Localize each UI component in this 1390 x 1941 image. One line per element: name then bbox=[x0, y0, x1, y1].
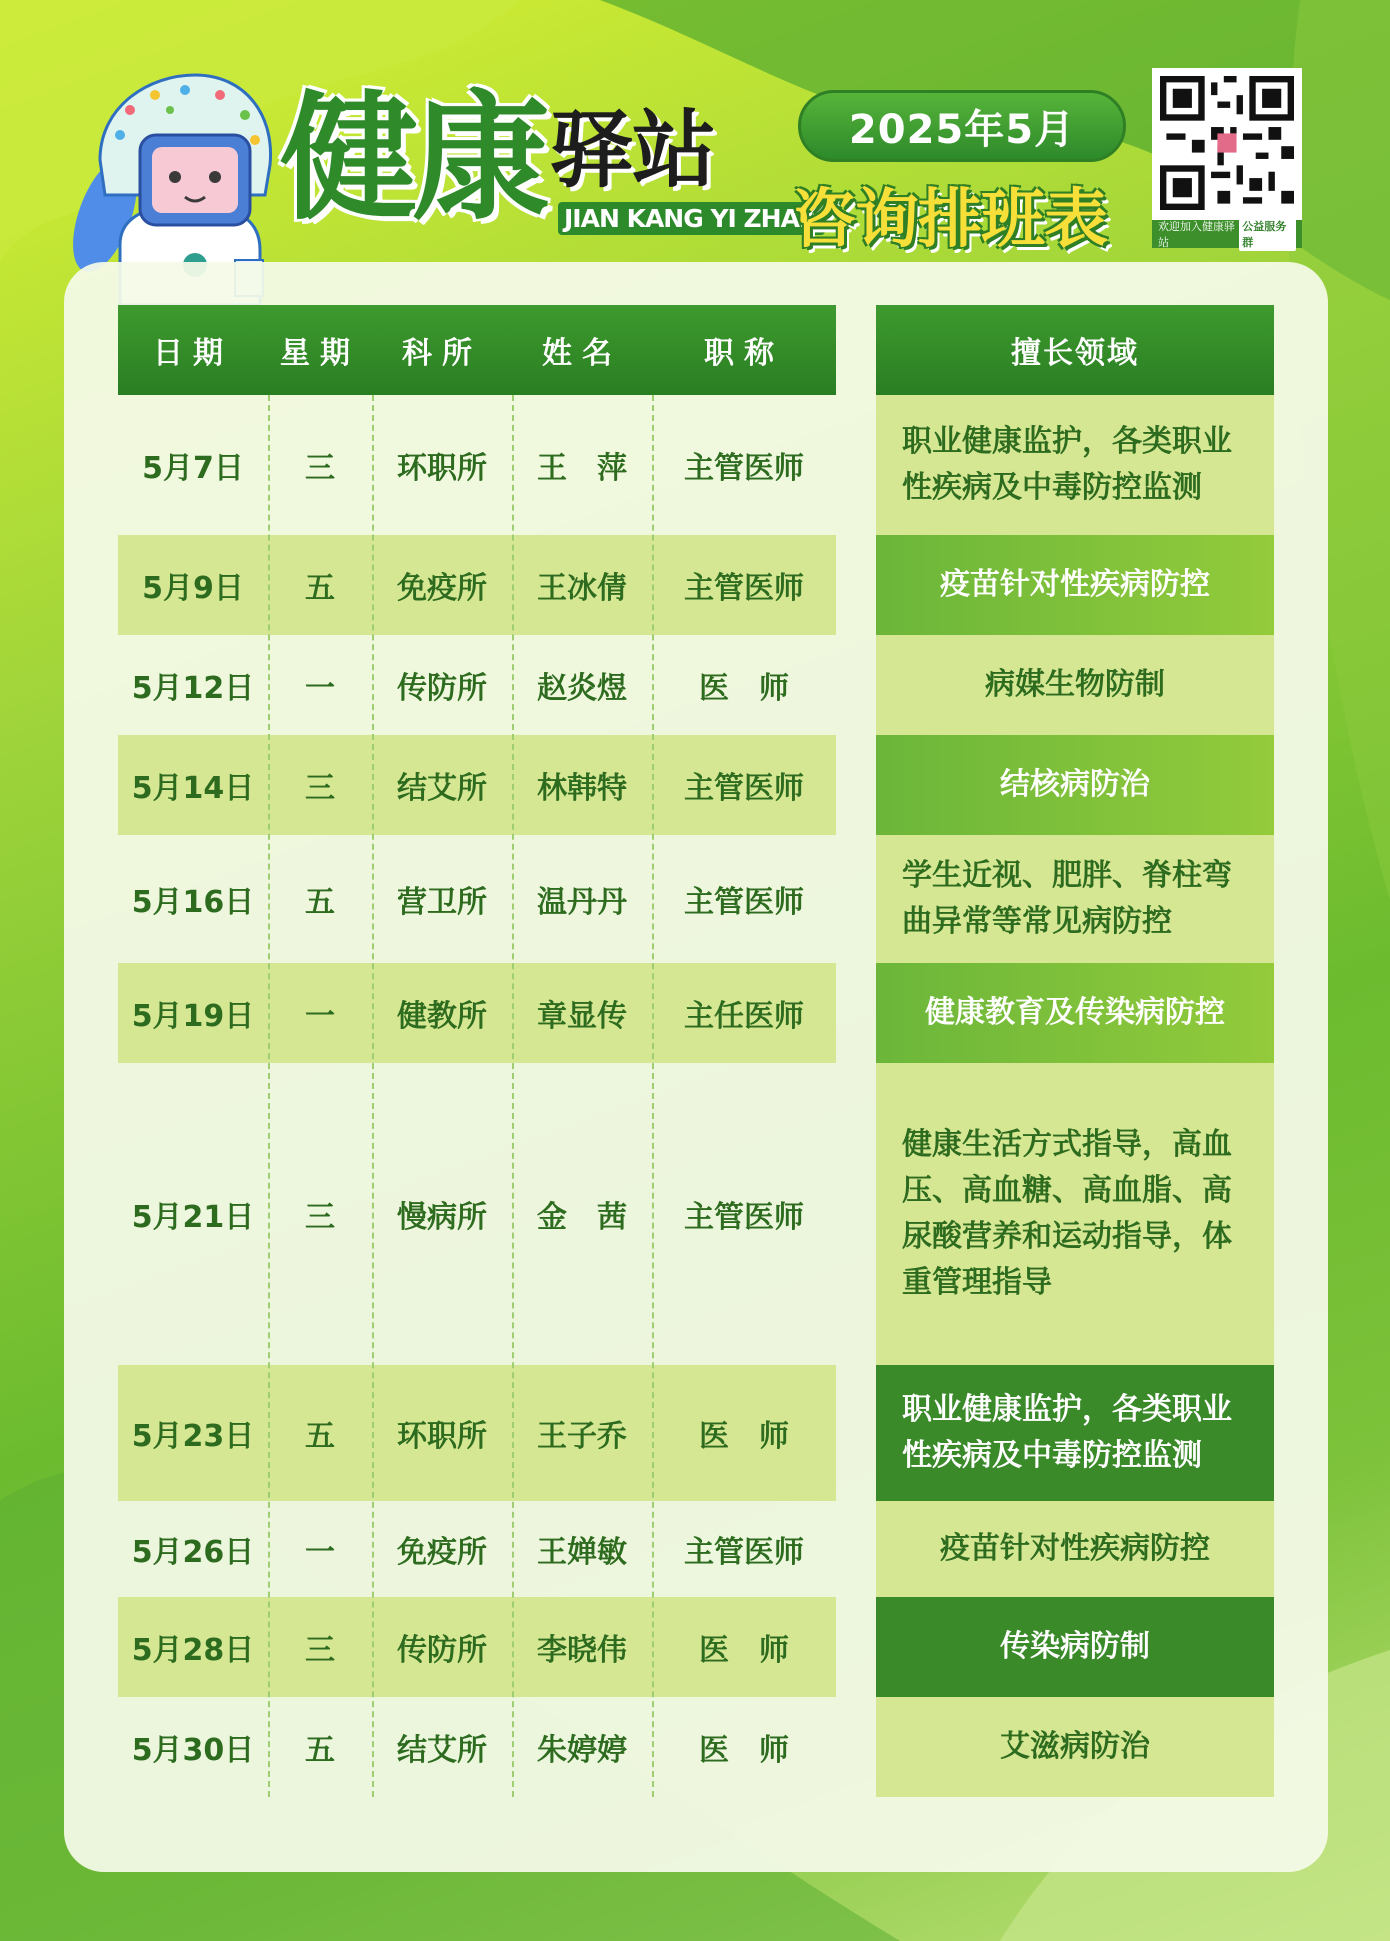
qr-caption-text: 欢迎加入健康驿站 bbox=[1158, 220, 1235, 249]
cell-title: 主管医师 bbox=[684, 1535, 804, 1570]
cell-name: 温丹丹 bbox=[537, 885, 627, 920]
cell-weekday: 一 bbox=[305, 1535, 335, 1570]
cell-weekday: 三 bbox=[305, 1200, 335, 1235]
cell-date: 5月21日 bbox=[131, 1200, 255, 1235]
expertise-cell: 疫苗针对性疾病防控 bbox=[876, 1501, 1274, 1597]
expertise-cell: 艾滋病防治 bbox=[876, 1697, 1274, 1797]
expertise-cell: 疫苗针对性疾病防控 bbox=[876, 535, 1274, 635]
header-dept: 科所 bbox=[402, 336, 482, 371]
cell-dept: 慢病所 bbox=[397, 1200, 487, 1235]
expertise-column bbox=[876, 305, 1274, 1797]
table-row bbox=[118, 535, 836, 635]
cell-weekday: 一 bbox=[305, 999, 335, 1034]
cell-date: 5月26日 bbox=[131, 1535, 255, 1570]
cell-date: 5月14日 bbox=[131, 771, 255, 806]
cell-dept: 传防所 bbox=[397, 671, 487, 706]
column-divider bbox=[512, 395, 514, 1797]
cell-title: 医 师 bbox=[699, 1419, 789, 1454]
column-divider bbox=[268, 395, 270, 1797]
cell-date: 5月30日 bbox=[131, 1733, 255, 1768]
qr-caption bbox=[1152, 220, 1302, 248]
cell-name: 金 茜 bbox=[537, 1200, 627, 1235]
qr-code-icon bbox=[1160, 76, 1294, 210]
cell-dept: 免疫所 bbox=[397, 1535, 487, 1570]
header-title: 职称 bbox=[704, 336, 784, 371]
date-badge: 2025年5月 bbox=[798, 90, 1126, 162]
expertise-cell: 结核病防治 bbox=[876, 735, 1274, 835]
cell-date: 5月28日 bbox=[131, 1633, 255, 1668]
title-main: 健康 bbox=[280, 78, 545, 239]
cell-dept: 结艾所 bbox=[397, 771, 487, 806]
expertise-cell: 学生近视、肥胖、脊柱弯曲异常等常见病防控 bbox=[876, 835, 1274, 963]
table-header bbox=[118, 305, 836, 395]
cell-date: 5月23日 bbox=[131, 1419, 255, 1454]
cell-dept: 结艾所 bbox=[397, 1733, 487, 1768]
table-row bbox=[118, 635, 836, 735]
table-row bbox=[118, 735, 836, 835]
cell-date: 5月12日 bbox=[131, 671, 255, 706]
cell-weekday: 五 bbox=[305, 1733, 335, 1768]
cell-weekday: 三 bbox=[305, 771, 335, 806]
cell-weekday: 五 bbox=[305, 1419, 335, 1454]
cell-name: 王 萍 bbox=[537, 451, 627, 486]
cell-name: 王婵敏 bbox=[537, 1535, 627, 1570]
cell-dept: 传防所 bbox=[397, 1633, 487, 1668]
expertise-cell: 传染病防制 bbox=[876, 1597, 1274, 1697]
qr-code-card[interactable] bbox=[1152, 68, 1302, 248]
table-row bbox=[118, 835, 836, 963]
header-expertise: 擅长领域 bbox=[876, 305, 1274, 395]
table-row bbox=[118, 1365, 836, 1501]
cell-name: 章显传 bbox=[537, 999, 627, 1034]
qr-caption-tag: 公益服务群 bbox=[1239, 217, 1296, 251]
cell-title: 主管医师 bbox=[684, 885, 804, 920]
header-date: 日期 bbox=[153, 336, 233, 371]
cell-title: 医 师 bbox=[699, 1633, 789, 1668]
cell-dept: 免疫所 bbox=[397, 571, 487, 606]
expertise-cell: 职业健康监护，各类职业性疾病及中毒防控监测 bbox=[876, 395, 1274, 535]
expertise-cell: 病媒生物防制 bbox=[876, 635, 1274, 735]
column-divider bbox=[372, 395, 374, 1797]
cell-title: 医 师 bbox=[699, 671, 789, 706]
expertise-cell: 健康教育及传染病防控 bbox=[876, 963, 1274, 1063]
cell-weekday: 三 bbox=[305, 1633, 335, 1668]
cell-dept: 环职所 bbox=[397, 1419, 487, 1454]
table-row bbox=[118, 1501, 836, 1597]
expertise-cell: 健康生活方式指导，高血压、高血糖、高血脂、高尿酸营养和运动指导，体重管理指导 bbox=[876, 1063, 1274, 1365]
title-sub: 驿站 bbox=[550, 101, 715, 199]
cell-title: 主管医师 bbox=[684, 451, 804, 486]
header-name: 姓名 bbox=[542, 336, 622, 371]
cell-title: 主管医师 bbox=[684, 571, 804, 606]
column-divider bbox=[652, 395, 654, 1797]
cell-title: 主管医师 bbox=[684, 771, 804, 806]
cell-name: 李晓伟 bbox=[537, 1633, 627, 1668]
cell-weekday: 五 bbox=[305, 571, 335, 606]
table-row bbox=[118, 1597, 836, 1697]
expertise-cell: 职业健康监护，各类职业性疾病及中毒防控监测 bbox=[876, 1365, 1274, 1501]
header-weekday: 星期 bbox=[280, 336, 360, 371]
table-row bbox=[118, 1063, 836, 1365]
cell-date: 5月7日 bbox=[142, 451, 244, 486]
cell-name: 林韩特 bbox=[537, 771, 627, 806]
schedule-table bbox=[118, 305, 836, 1797]
table-row bbox=[118, 963, 836, 1063]
cell-date: 5月19日 bbox=[131, 999, 255, 1034]
title-pinyin: JIAN KANG YI ZHAN bbox=[558, 202, 825, 235]
cell-date: 5月9日 bbox=[142, 571, 244, 606]
cell-title: 医 师 bbox=[699, 1733, 789, 1768]
cell-dept: 健教所 bbox=[397, 999, 487, 1034]
table-row bbox=[118, 395, 836, 535]
cell-name: 赵炎煜 bbox=[537, 671, 627, 706]
cell-dept: 营卫所 bbox=[397, 885, 487, 920]
cell-date: 5月16日 bbox=[131, 885, 255, 920]
cell-name: 朱婷婷 bbox=[537, 1733, 627, 1768]
cell-name: 王子乔 bbox=[537, 1419, 627, 1454]
cell-title: 主任医师 bbox=[684, 999, 804, 1034]
schedule-title: 咨询排班表 bbox=[792, 183, 1107, 257]
table-row bbox=[118, 1697, 836, 1797]
cell-name: 王冰倩 bbox=[537, 571, 627, 606]
cell-weekday: 三 bbox=[305, 451, 335, 486]
cell-weekday: 一 bbox=[305, 671, 335, 706]
cell-weekday: 五 bbox=[305, 885, 335, 920]
cell-title: 主管医师 bbox=[684, 1200, 804, 1235]
cell-dept: 环职所 bbox=[397, 451, 487, 486]
